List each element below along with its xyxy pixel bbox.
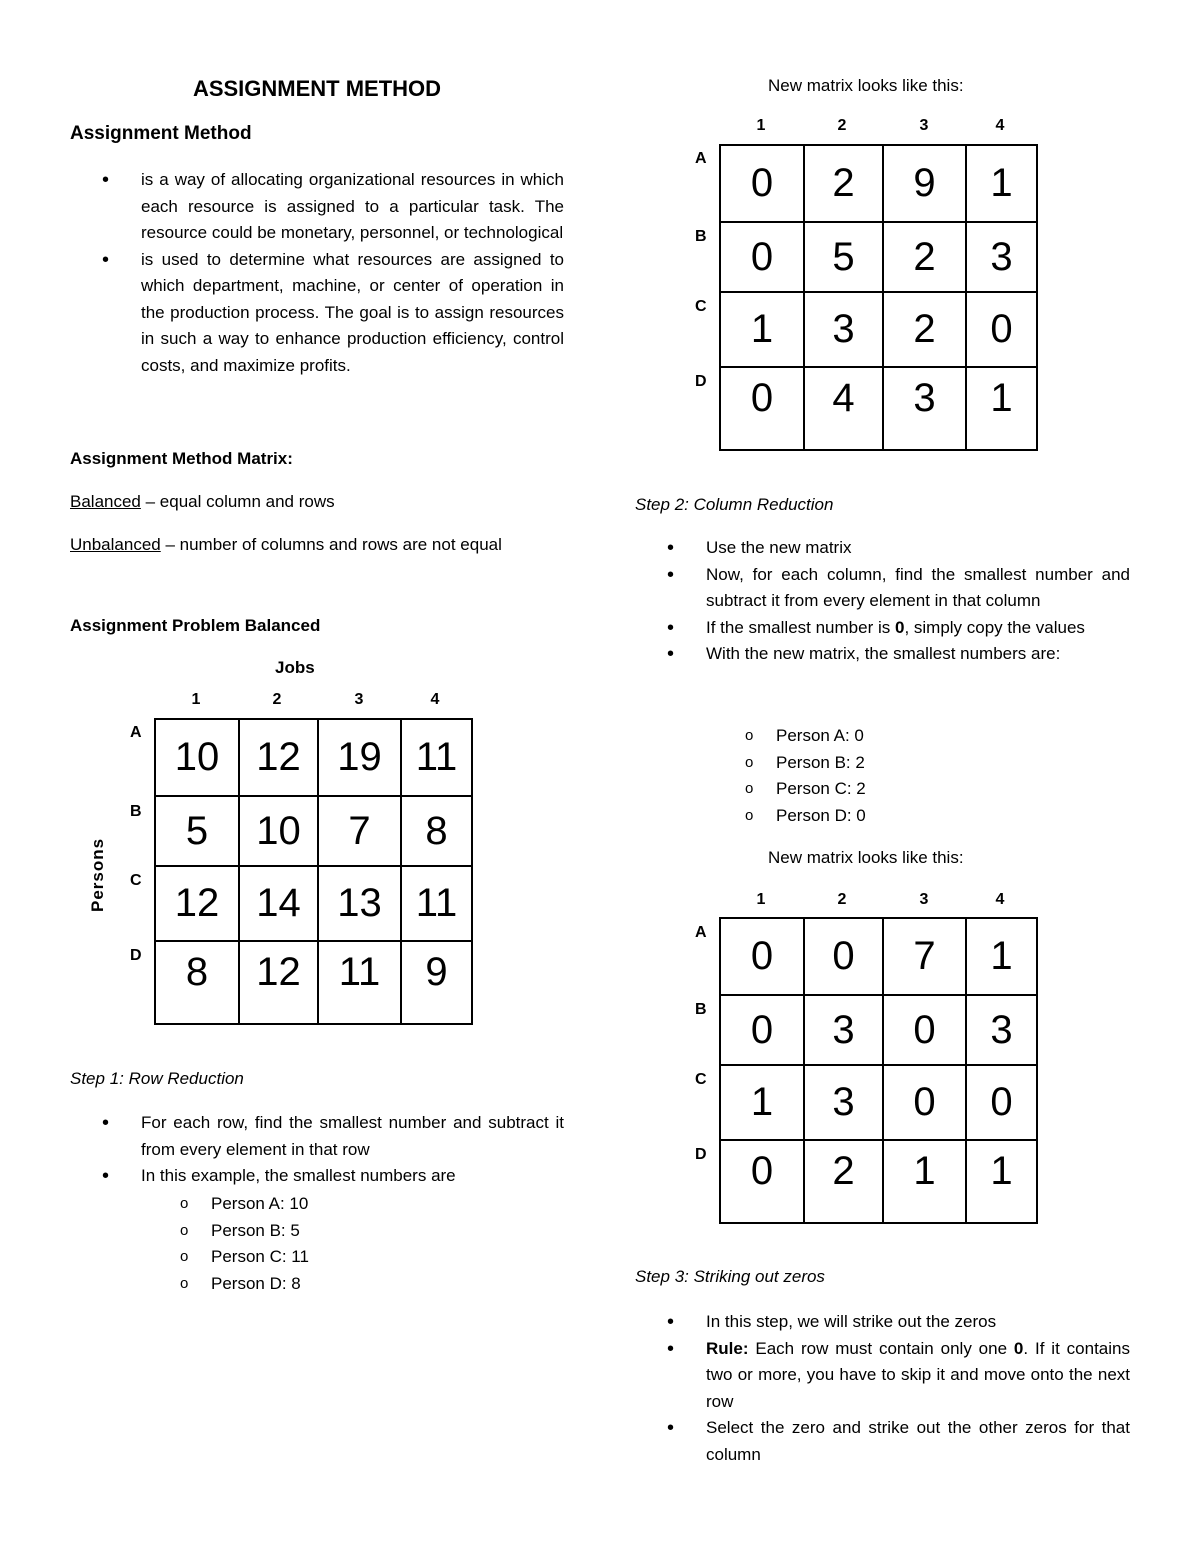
matrix-cell: 9 — [401, 941, 472, 1024]
matrix-cell: 11 — [401, 866, 472, 941]
step3-item: • Select the zero and strike out the other zeros for that column — [635, 1415, 1130, 1468]
matrix-cell: 0 — [883, 995, 966, 1065]
matrix-cell: 0 — [720, 1140, 804, 1223]
step2-list — [635, 535, 1130, 668]
step3-list — [635, 1309, 1130, 1468]
matrix-cell: 5 — [804, 222, 883, 292]
col-header: 3 — [919, 117, 929, 134]
matrix-cell: 14 — [239, 866, 318, 941]
step3-heading: Step 3: Striking out zeros — [635, 1267, 825, 1286]
row-header: C — [130, 872, 142, 889]
row-header: B — [695, 228, 707, 245]
persons-label: Persons — [88, 837, 107, 912]
step1-item: • For each row, find the smallest number and subtract it from every element in that row — [70, 1110, 564, 1163]
matrix-cell: 10 — [239, 796, 318, 866]
col-header: 4 — [430, 691, 440, 708]
step2-item: • Use the new matrix — [635, 535, 1130, 562]
matrix-cell: 2 — [883, 292, 966, 367]
step1-subitem: o Person C: 11 — [70, 1244, 564, 1271]
row-header: A — [695, 924, 707, 941]
column-reduced-matrix — [719, 917, 1038, 1224]
section-heading: Assignment Method — [70, 123, 252, 144]
row-header: C — [695, 298, 707, 315]
rule-text-b: . If it contains two or more, you have to skip it and move onto the next row — [706, 1338, 1130, 1411]
matrix-cell: 7 — [883, 918, 966, 995]
unbalanced-term: Unbalanced — [70, 535, 161, 554]
matrix-heading: Assignment Method Matrix: — [70, 449, 293, 468]
matrix-cell: 3 — [804, 995, 883, 1065]
matrix-cell: 0 — [720, 222, 804, 292]
col-header: 3 — [354, 691, 364, 708]
step2-subitem: o Person C: 2 — [635, 776, 1130, 803]
matrix-cell: 3 — [966, 995, 1037, 1065]
unbalanced-desc: – number of columns and rows are not equal — [160, 535, 502, 554]
row-header: D — [130, 947, 142, 964]
new-matrix-caption: New matrix looks like this: — [768, 848, 964, 867]
step3-rule-item — [635, 1336, 1130, 1416]
row-header: A — [695, 150, 707, 167]
step1-item: • In this example, the smallest numbers are — [70, 1163, 564, 1190]
page-title: ASSIGNMENT METHOD — [192, 76, 442, 101]
matrix-cell: 0 — [720, 145, 804, 222]
col-header: 2 — [837, 891, 847, 908]
matrix-cell: 1 — [720, 292, 804, 367]
step1-subitem: o Person A: 10 — [70, 1191, 564, 1218]
step2-item: • Now, for each column, find the smallest number and subtract it from every element in that column — [635, 562, 1130, 615]
matrix-cell: 8 — [401, 796, 472, 866]
row-header: B — [695, 1001, 707, 1018]
step1-heading: Step 1: Row Reduction — [70, 1069, 244, 1088]
problem-heading: Assignment Problem Balanced — [70, 616, 321, 635]
matrix-cell: 1 — [966, 918, 1037, 995]
matrix-cell: 3 — [966, 222, 1037, 292]
matrix-cell: 0 — [720, 367, 804, 450]
col-header: 1 — [756, 117, 766, 134]
step1-list — [70, 1110, 564, 1190]
matrix-cell: 1 — [883, 1140, 966, 1223]
matrix-cell: 0 — [720, 918, 804, 995]
new-matrix-caption: New matrix looks like this: — [768, 76, 964, 95]
unbalanced-definition — [70, 532, 502, 559]
row-header: D — [695, 1146, 707, 1163]
matrix-cell: 7 — [318, 796, 401, 866]
rule-label: Rule: — [706, 1338, 749, 1358]
step2-heading: Step 2: Column Reduction — [635, 495, 834, 514]
matrix-cell: 1 — [966, 145, 1037, 222]
matrix-cell: 0 — [883, 1065, 966, 1140]
matrix-cell: 10 — [155, 719, 239, 796]
balanced-definition — [70, 489, 335, 516]
cost-matrix — [154, 718, 473, 1025]
matrix-cell: 2 — [804, 1140, 883, 1223]
matrix-cell: 13 — [318, 866, 401, 941]
matrix-cell: 0 — [804, 918, 883, 995]
step2-item: • With the new matrix, the smallest numbers are: — [635, 641, 1130, 668]
matrix-cell: 3 — [804, 292, 883, 367]
row-header: B — [130, 803, 142, 820]
step2-subitem: o Person B: 2 — [635, 750, 1130, 777]
matrix-cell: 3 — [883, 367, 966, 450]
step3-item: • In this step, we will strike out the zeros — [635, 1309, 1130, 1336]
step2-subitem: o Person D: 0 — [635, 803, 1130, 830]
matrix-cell: 1 — [720, 1065, 804, 1140]
row-header: D — [695, 373, 707, 390]
step2-item: • If the smallest number is 0, simply copy the values — [635, 615, 1130, 642]
col-header: 1 — [756, 891, 766, 908]
jobs-label: Jobs — [275, 658, 315, 677]
matrix-cell: 2 — [804, 145, 883, 222]
step1-subitem: o Person D: 8 — [70, 1271, 564, 1298]
rule-text-a: Each row must contain only one — [748, 1338, 1014, 1358]
step1-sublist — [70, 1191, 564, 1297]
definition-item: • is a way of allocating organizational resources in which each resource is assigned to a particular task. The resource could be monetary, personnel, or technological — [70, 167, 564, 247]
col-header: 1 — [191, 691, 201, 708]
matrix-cell: 9 — [883, 145, 966, 222]
matrix-cell: 0 — [966, 1065, 1037, 1140]
matrix-cell: 12 — [239, 941, 318, 1024]
matrix-cell: 12 — [239, 719, 318, 796]
definition-item: • is used to determine what resources are assigned to which department, machine, or center of operation in the production process. The goal is to assign resources in such a way to enhance production efficiency, control costs, and maximize profits. — [70, 247, 564, 380]
step2-subitem: o Person A: 0 — [635, 723, 1130, 750]
matrix-cell: 1 — [966, 1140, 1037, 1223]
matrix-cell: 11 — [318, 941, 401, 1024]
row-header: A — [130, 724, 142, 741]
balanced-term: Balanced — [70, 492, 141, 511]
row-header: C — [695, 1071, 707, 1088]
matrix-cell: 8 — [155, 941, 239, 1024]
matrix-cell: 11 — [401, 719, 472, 796]
matrix-cell: 1 — [966, 367, 1037, 450]
rule-zero: 0 — [1013, 1338, 1024, 1358]
matrix-cell: 12 — [155, 866, 239, 941]
balanced-desc: – equal column and rows — [140, 492, 335, 511]
matrix-cell: 19 — [318, 719, 401, 796]
col-header: 4 — [995, 117, 1005, 134]
col-header: 2 — [272, 691, 282, 708]
col-header: 4 — [995, 891, 1005, 908]
zero-value: 0 — [894, 617, 905, 637]
matrix-cell: 2 — [883, 222, 966, 292]
matrix-cell: 4 — [804, 367, 883, 450]
definition-list — [70, 167, 564, 379]
matrix-cell: 0 — [966, 292, 1037, 367]
matrix-cell: 3 — [804, 1065, 883, 1140]
row-reduced-matrix — [719, 144, 1038, 451]
col-header: 3 — [919, 891, 929, 908]
matrix-cell: 5 — [155, 796, 239, 866]
matrix-cell: 0 — [720, 995, 804, 1065]
col-header: 2 — [837, 117, 847, 134]
step2-sublist — [635, 723, 1130, 829]
step1-subitem: o Person B: 5 — [70, 1218, 564, 1245]
